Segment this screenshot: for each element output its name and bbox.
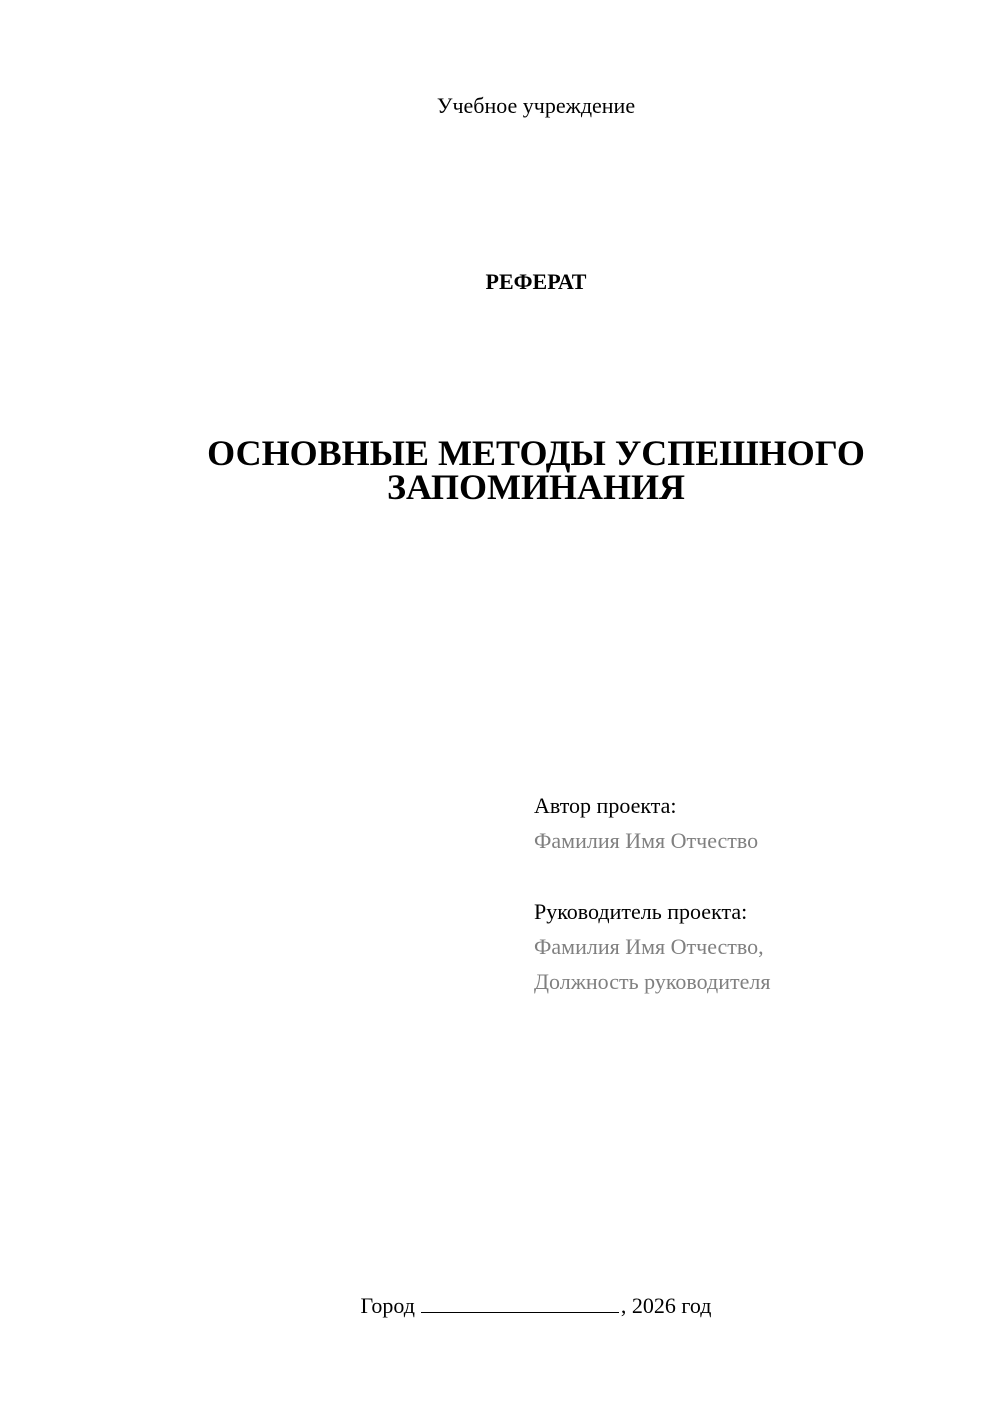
document-type: РЕФЕРАТ bbox=[485, 269, 587, 294]
document-title-line-1: ОСНОВНЫЕ МЕТОДЫ УСПЕШНОГО bbox=[207, 433, 865, 473]
supervisor-label: Руководитель проекта: bbox=[534, 899, 748, 924]
author-label: Автор проекта: bbox=[534, 793, 677, 818]
year-text: , 2026 год bbox=[620, 1293, 712, 1318]
info-spacer bbox=[534, 858, 974, 894]
supervisor-name: Фамилия Имя Отчество, bbox=[534, 934, 764, 959]
city-label: Город bbox=[360, 1293, 415, 1318]
project-info bbox=[534, 788, 974, 999]
city-year-line bbox=[0, 1290, 1000, 1320]
author-name: Фамилия Имя Отчество bbox=[534, 828, 759, 853]
document-title-line-2: ЗАПОМИНАНИЯ bbox=[386, 467, 686, 507]
city-blank-line bbox=[421, 1290, 619, 1313]
institution-name: Учебное учреждение bbox=[436, 93, 636, 118]
supervisor-position: Должность руководителя bbox=[534, 969, 771, 994]
document-title bbox=[0, 433, 1000, 507]
